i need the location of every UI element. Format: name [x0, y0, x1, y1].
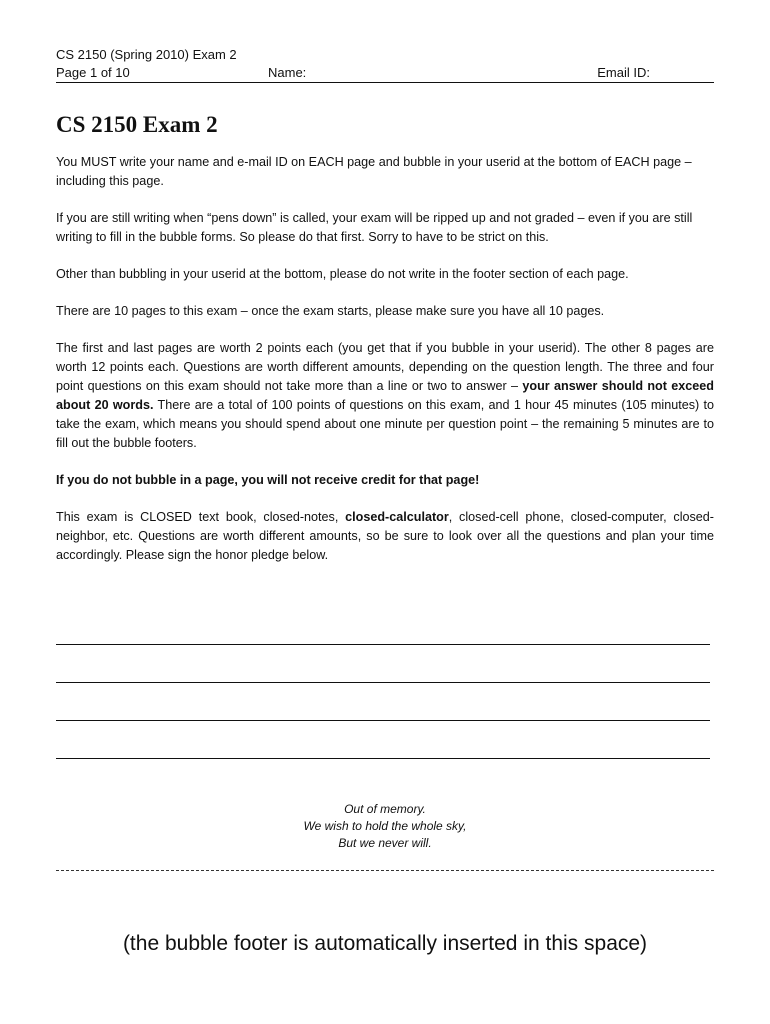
paragraph-7-text-b: , closed-cell phone, closed-computer, closed-neighbor, etc. Questions are worth different amounts, so be sure to look over all the questions and plan your time accordingly. Please sign the honor pledge below. [56, 510, 714, 562]
pledge-line[interactable] [56, 607, 714, 645]
instruction-paragraph-4: There are 10 pages to this exam – once the exam starts, please make sure you have all 10 pages. [56, 304, 605, 318]
paragraph-7-text-a: This exam is CLOSED text book, closed-notes, [56, 510, 346, 524]
haiku-line-3: But we never will. [338, 836, 432, 850]
pledge-line[interactable] [56, 683, 714, 721]
instruction-paragraph-5 [56, 339, 714, 453]
instruction-paragraph-3: Other than bubbling in your userid at the bottom, please do not write in the footer section of each page. [56, 267, 629, 281]
header-row [56, 64, 714, 83]
name-label: Name: [268, 65, 307, 80]
instruction-paragraph-7 [56, 508, 714, 565]
footer-separator [56, 870, 714, 871]
paragraph-5-bold: your answer should not exceed about 20 words. [56, 379, 714, 412]
instruction-paragraph-2: If you are still writing when “pens down” is called, your exam will be ripped up and not graded – even if you are still writing to fill in the bubble forms. So please do that first. Sorry to have to be strict on this. [56, 211, 693, 244]
pledge-line[interactable] [56, 721, 714, 759]
haiku-line-2: We wish to hold the whole sky, [303, 819, 467, 833]
pledge-line[interactable] [56, 645, 714, 683]
bubble-footer-note: (the bubble footer is automatically inserted in this space) [122, 932, 648, 955]
instruction-paragraph-6: If you do not bubble in a page, you will not receive credit for that page! [56, 473, 480, 487]
course-line: CS 2150 (Spring 2010) Exam 2 [56, 47, 237, 62]
page-label: Page 1 of 10 [56, 65, 130, 80]
instruction-paragraph-1: You MUST write your name and e-mail ID on EACH page and bubble in your userid at the bottom of EACH page – including this page. [56, 155, 692, 188]
page-title: CS 2150 Exam 2 [56, 112, 218, 137]
paragraph-5-text-b: There are a total of 100 points of questions on this exam, and 1 hour 45 minutes (105 minutes) to take the exam, which means you should spend about one minute per question point – the remaining 5 minutes are to fill out the bubble footers. [56, 398, 714, 450]
email-label: Email ID: [597, 65, 650, 80]
honor-pledge-lines [56, 607, 714, 759]
exam-page [56, 46, 714, 852]
haiku-line-1: Out of memory. [344, 802, 426, 816]
paragraph-7-bold: closed-calculator [345, 510, 449, 524]
paragraph-5-text-a: The first and last pages are worth 2 points each (you get that if you bubble in your userid). The other 8 pages are worth 12 points each. Questions are worth different amounts, depending on the question length. The three and four point questions on this exam should not take more than a line or two to answer – [56, 341, 714, 393]
haiku [56, 801, 714, 852]
